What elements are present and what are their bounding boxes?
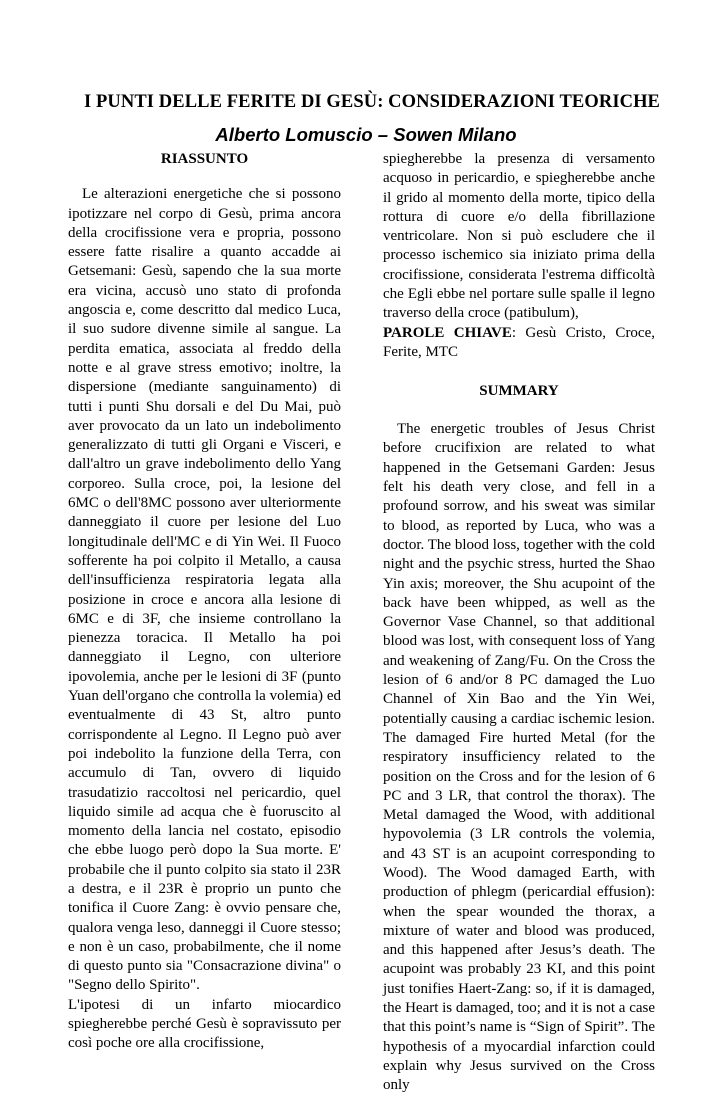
spacer — [383, 401, 655, 420]
spacer — [68, 177, 341, 185]
paper-author: Alberto Lomuscio – Sowen Milano — [215, 124, 517, 145]
right-column — [383, 150, 655, 1096]
paper-title: I PUNTI DELLE FERITE DI GESÙ: CONSIDERAZIONI TEORICHE — [83, 92, 661, 112]
keywords-text: : Gesù Cristo, Croce, Ferite, MTC — [383, 324, 656, 360]
summary-paragraph: The energetic troubles of Jesus Christ before crucifixion are related to what happened in the Getsemani Garden: Jesus felt his death very close, and fell in a profound sorrow, and his sweat was similar to blood, as reported by Luca, who was a doctor. The blood loss, together with the cold night and the psychic stress, hurted the Shao Yin axis; moreover, the Shu acupoint of the back have been whipped, as well as the Governor Vase Channel, so that additional blood was lost, with consequent loss of Yang and weakening of Zang/Fu. On the Cross the lesion of 6 and/or 8 PC damaged the Luo Channel of Xin Bao and the Yin Wei, potentially causing a cardiac ischemic lesion. The damaged Fire hurted Metal (for the respiratory insufficiency related to the position on the Cross and for the lesion of 6 PC and 3 LR, that control the thorax). The Metal damaged the Wood, with additional hypovolemia (3 LR controls the volemia, and 43 ST is an acupoint corresponding to Wood). The Wood damaged Earth, with production of phlegm (pericardial effusion): when the spear wounded the thorax, a mixture of water and blood was produced, and this happened after Jesus’s death. The acupoint was probably 23 KI, and this point just tonifies Haert-Zang: so, if it is damaged, the Heart is damaged, too; and it is not a case that this point’s name is “Sign of Spirit”. The hypothesis of a myocardial infarction could explain why Jesus survived on the Cross only — [383, 421, 655, 1094]
riassunto-heading: RIASSUNTO — [160, 151, 249, 167]
riassunto-continuation: spiegherebbe la presenza di versamento acquoso in pericardio, e spiegherebbe anche il grido al momento della morte, tipico della rottura di cuore e/o della fibrillazione ventricolare. Non si può escludere che il processo ischemico sia iniziato prima della crocifissione, considerata l'estrema difficoltà che Egli ebbe nel portare sulle spalle il legno traverso della croce (patibulum), — [383, 151, 655, 322]
summary-heading: SUMMARY — [479, 382, 559, 399]
left-column — [68, 150, 341, 1054]
riassunto-paragraph-continued: L'ipotesi di un infarto miocardico spiegherebbe perché Gesù è sopravissuto per così poche ore alla crocifissione, — [68, 996, 341, 1052]
keywords-label: PAROLE CHIAVE — [383, 324, 512, 341]
riassunto-paragraph: Le alterazioni energetiche che si possono ipotizzare nel corpo di Gesù, prima ancora della crocifissione vera e propria, possono essere fatte risalire a quanto accadde ai Getsemani: Gesù, sapendo che la sua morte era vicina, accusò uno stato di profonda angoscia e, come descritto dal medico Luca, il suo sudore divenne simile al sangue. La perdita ematica, associata al freddo della notte e al grave stress emotivo; inoltre, la dispersione (mediante sanguinamento) di tutti i punti Shu dorsali e del Du Mai, può aver provocato da un lato un indebolimento generalizzato di tutti gli Organi e Visceri, e dall'altro un grave indebolimento dello Yang corporeo. Sulla croce, poi, la lesione del 6MC o dell'8MC possono aver ulteriormente danneggiato il cuore per lesione del Luo longitudinale dell'MC e di Yin Wei. Il Fuoco sofferente ha poi colpito il Metallo, a causa dell'insufficienza respiratoria legata alla posizione in croce e ancora alla lesione di 6MC e di 3F, che insieme controllano la pienezza toracica. Il Metallo ha poi danneggiato il Legno, con ulteriore ipovolemia, anche per le lesioni di 3F (punto Yuan dell'organo che controlla la volemia) ed eventualmente di 43 St, altro punto corrispondente al Legno. Il Legno può aver poi indebolito la funzione della Terra, con accumulo di Tan, ovvero di liquido trasudatizio raccoltosi nel pericardio, quel liquido simile ad acqua che è fuoruscito al momento della lancia nel costato, episodio che ebbe luogo però dopo la Sua morte. E' probabile che il punto colpito sia stato il 23R a destra, e il 23R è proprio un punto che tonifica il Cuore Zang: è ovvio pensare che, qualora venga leso, danneggi il Cuore stesso; e non è un caso, probabilmente, che il nome di questo punto sia "Consacrazione divina" o "Segno dello Spirito". — [68, 186, 341, 994]
keywords-line — [383, 324, 655, 363]
spacer — [383, 362, 655, 381]
spacer — [68, 169, 341, 177]
